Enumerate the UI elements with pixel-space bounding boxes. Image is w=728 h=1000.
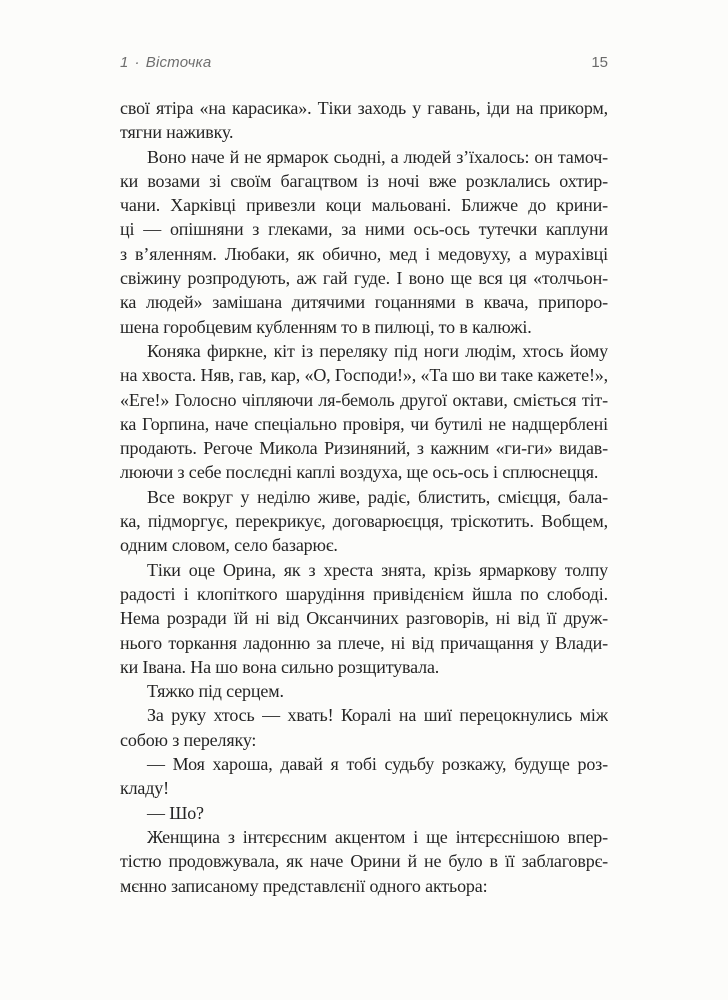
text-line: «Еге!» Голосно чіпляючи ля-бемоль другої октави, сміється тіт- bbox=[120, 389, 608, 410]
text-line: ка, підморгує, перекрикує, договарюєцця, тріскотить. Вобщем, bbox=[120, 511, 608, 532]
page-number: 15 bbox=[591, 54, 608, 71]
text-line: на хвоста. Няв, гав, кар, «О, Господи!», «Та шо ви таке кажете!», bbox=[120, 365, 608, 386]
text-line: ки возами зі своїм багацтвом із ночі вже розклались охтир- bbox=[120, 170, 608, 191]
text-line: одним словом, село базарює. bbox=[120, 535, 338, 556]
text-line: — Моя хароша, давай я тобі судьбу розкажу, будуще роз- bbox=[147, 754, 608, 775]
page-body-text bbox=[120, 96, 608, 898]
chapter-number: 1 bbox=[120, 54, 129, 71]
text-line: з в’яленням. Любаки, як обично, мед і медовуху, а мурахівці bbox=[120, 243, 608, 264]
text-line: Женщина з інтєрєсним акцентом і ще інтєрєснішою впер- bbox=[147, 826, 608, 847]
text-line: чани. Харківці привезли коци мальовані. Ближче до крини- bbox=[120, 195, 608, 216]
text-line: — Шо? bbox=[147, 802, 204, 823]
text-line: Все вокруг у неділю живе, радіє, блистить, смієцця, бала- bbox=[147, 486, 608, 507]
text-line: Коняка фиркне, кіт із переляку під ноги людім, хтось йому bbox=[147, 340, 608, 361]
text-line: ці — опішняни з глеками, за ними ось-ось тутечки каплуни bbox=[120, 219, 608, 240]
text-line: Нема розради їй ні від Оксанчиних разговорів, ні від її друж- bbox=[120, 608, 608, 629]
text-line: ки Івана. На шо вона сильно розщитувала. bbox=[120, 656, 440, 677]
text-line: собою з переляку: bbox=[120, 729, 257, 750]
text-line: Тяжко під серцем. bbox=[147, 681, 284, 702]
text-line: тягни наживку. bbox=[120, 122, 234, 143]
text-line: ка Горпина, наче спеціально провіря, чи бутилі не надщерблені bbox=[120, 413, 608, 434]
text-line: тістю продовжувала, як наче Орини й не було в її заблаговрє- bbox=[120, 851, 608, 872]
text-line: нього торкання ладонню за плече, ні від причащання у Влади- bbox=[120, 632, 608, 653]
chapter-title: Вісточка bbox=[145, 54, 212, 71]
text-line: люючи з себе послєдні каплі воздуха, ще ось-ось і сплюснецця. bbox=[120, 462, 599, 483]
text-line: продають. Регоче Микола Ризиняний, з кажним «ги-ги» видав- bbox=[120, 438, 608, 459]
text-line: кладу! bbox=[120, 778, 169, 799]
text-line: Воно наче й не ярмарок сьодні, а людей з’їхалось: он тамоч- bbox=[147, 146, 608, 167]
chapter-heading bbox=[120, 54, 211, 71]
text-line: радості і клопіткого шарудіння привідєнієм йшла по слободі. bbox=[120, 583, 608, 604]
text-line: шена горобцевим кубленням то в пилюці, то в калюжі. bbox=[120, 316, 532, 337]
chapter-separator: · bbox=[134, 54, 140, 71]
text-line: ка людей» замішана дитячими гоцаннями в квача, припоро- bbox=[120, 292, 608, 313]
text-line: За руку хтось — хвать! Коралі на шиї перецокнулись між bbox=[147, 705, 608, 726]
text-line: Тіки оце Орина, як з хреста знята, крізь ярмаркову толпу bbox=[147, 559, 608, 580]
text-line: свіжину розпродують, аж гай гуде. І воно ще вся ця «толчьон- bbox=[120, 268, 608, 289]
text-line: свої ятіра «на карасика». Тіки заходь у гавань, іди на прикорм, bbox=[120, 98, 608, 118]
text-line: мєнно записаному представлєнії одного актьора: bbox=[120, 875, 488, 896]
running-head bbox=[120, 54, 608, 71]
